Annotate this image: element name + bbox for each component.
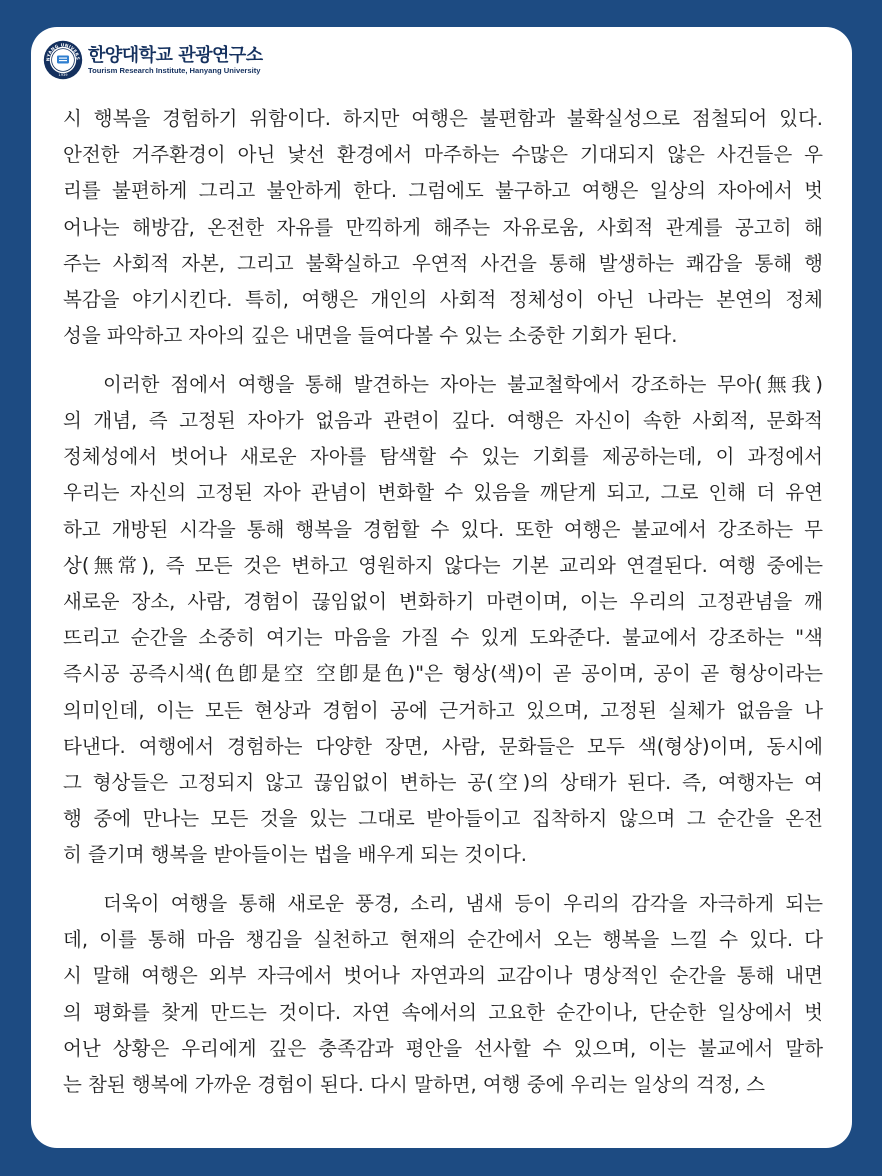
paragraph-gap [63, 873, 823, 886]
text-line: 시 말해 여행은 외부 자극에서 벗어나 자연과의 교감이나 명상적인 순간을 통해 내면 [63, 964, 823, 988]
text-line: 의 평화를 찾게 만드는 것이다. 자연 속에서의 고요한 순간이나, 단순한 일상에서 벗 [63, 1000, 823, 1024]
institute-english-name: Tourism Research Institute, Hanyang University [88, 65, 261, 75]
text-line: 정체성에서 벗어나 새로운 자아를 탐색할 수 있는 기회를 제공하는데, 이 과정에서 [63, 445, 823, 469]
text-line: 즉시공 공즉시색(色卽是空 空卽是色)"은 형상(색)이 곧 공이며, 공이 곧 형상이라는 [63, 662, 823, 686]
paragraph-gap [63, 354, 823, 367]
institute-logo [43, 38, 263, 82]
text-line: 의 개념, 즉 고정된 자아가 없음과 관련이 깊다. 여행은 자신이 속한 사회적, 문화적 [63, 409, 823, 432]
text-line: 상(無常), 즉 모든 것은 변하고 영원하지 않다는 기본 교리와 연결된다. 여행 중에는 [63, 553, 823, 577]
text-line: 타낸다. 여행에서 경험하는 다양한 장면, 사람, 문화들은 모두 색(형상)이며, 동시에 [63, 734, 823, 758]
document-card [31, 27, 852, 1148]
text-line: 주는 사회적 자본, 그리고 불확실하고 우연적 사건을 통해 발생하는 쾌감을 통해 행 [63, 251, 823, 275]
text-line: 더욱이 여행을 통해 새로운 풍경, 소리, 냄새 등이 우리의 감각을 자극하게 되는 [103, 891, 823, 915]
text-line: 어난 상황은 우리에게 깊은 충족감과 평안을 선사할 수 있으며, 이는 불교에서 말하 [63, 1036, 823, 1060]
text-line: 의미인데, 이는 모든 현상과 경험이 공에 근거하고 있으며, 고정된 실체가 없음을 나 [63, 698, 823, 722]
text-line: 복감을 야기시킨다. 특히, 여행은 개인의 사회적 정체성이 아닌 나라는 본연의 정체 [63, 287, 823, 311]
seal-arc-text: NYANG UNIVERS [46, 43, 80, 62]
text-line: 리를 불편하게 그리고 불안하게 한다. 그럼에도 불구하고 여행은 일상의 자아에서 벗 [63, 179, 823, 203]
text-line: 데, 이를 통해 마음 챙김을 실천하고 현재의 순간에서 오는 행복을 느낄 수 있다. 다 [63, 928, 823, 952]
text-line: 이러한 점에서 여행을 통해 발견하는 자아는 불교철학에서 강조하는 무아(無我) [103, 372, 823, 396]
text-line: 그 형상들은 고정되지 않고 끊임없이 변하는 공(空)의 상태가 된다. 즉, 여행자는 여 [63, 770, 823, 794]
university-seal-icon [43, 40, 83, 80]
text-line: 뜨리고 순간을 소중히 여기는 마음을 가질 수 있게 도와준다. 불교에서 강조하는 "색 [63, 626, 823, 650]
text-line: 성을 파악하고 자아의 깊은 내면을 들여다볼 수 있는 소중한 기회가 된다. [63, 324, 678, 348]
text-line: 히 즐기며 행복을 받아들이는 법을 배우게 되는 것이다. [63, 843, 528, 867]
paragraph-2 [63, 367, 823, 874]
paragraph-1 [63, 101, 823, 354]
text-line: 안전한 거주환경이 아닌 낯선 환경에서 마주하는 수많은 기대되지 않은 사건들은 우 [63, 143, 823, 167]
seal-year: 1939 [58, 73, 68, 78]
institute-name: 한양대학교 관광연구소 [88, 44, 263, 66]
text-line: 우리는 자신의 고정된 자아 관념이 변화할 수 있음을 깨닫게 되고, 그로 인해 더 유연 [63, 481, 823, 505]
text-line: 어나는 해방감, 온전한 자유를 만끽하게 해주는 자유로움, 사회적 관계를 공고히 해 [63, 215, 823, 239]
text-line: 행 중에 만나는 모든 것을 있는 그대로 받아들이고 집착하지 않으며 그 순간을 온전 [63, 807, 823, 831]
document-body [63, 101, 823, 1103]
paragraph-3 [63, 886, 823, 1103]
text-line: 는 참된 행복에 가까운 경험이 된다. 다시 말하면, 여행 중에 우리는 일상의 걱정, 스 [63, 1072, 765, 1096]
text-line: 시 행복을 경험하기 위함이다. 하지만 여행은 불편함과 불확실성으로 점철되어 있다. [63, 107, 823, 130]
text-line: 새로운 장소, 사람, 경험이 끊임없이 변화하기 마련이며, 이는 우리의 고정관념을 깨 [63, 589, 823, 613]
text-line: 하고 개방된 시각을 통해 행복을 경험할 수 있다. 또한 여행은 불교에서 강조하는 무 [63, 517, 823, 541]
